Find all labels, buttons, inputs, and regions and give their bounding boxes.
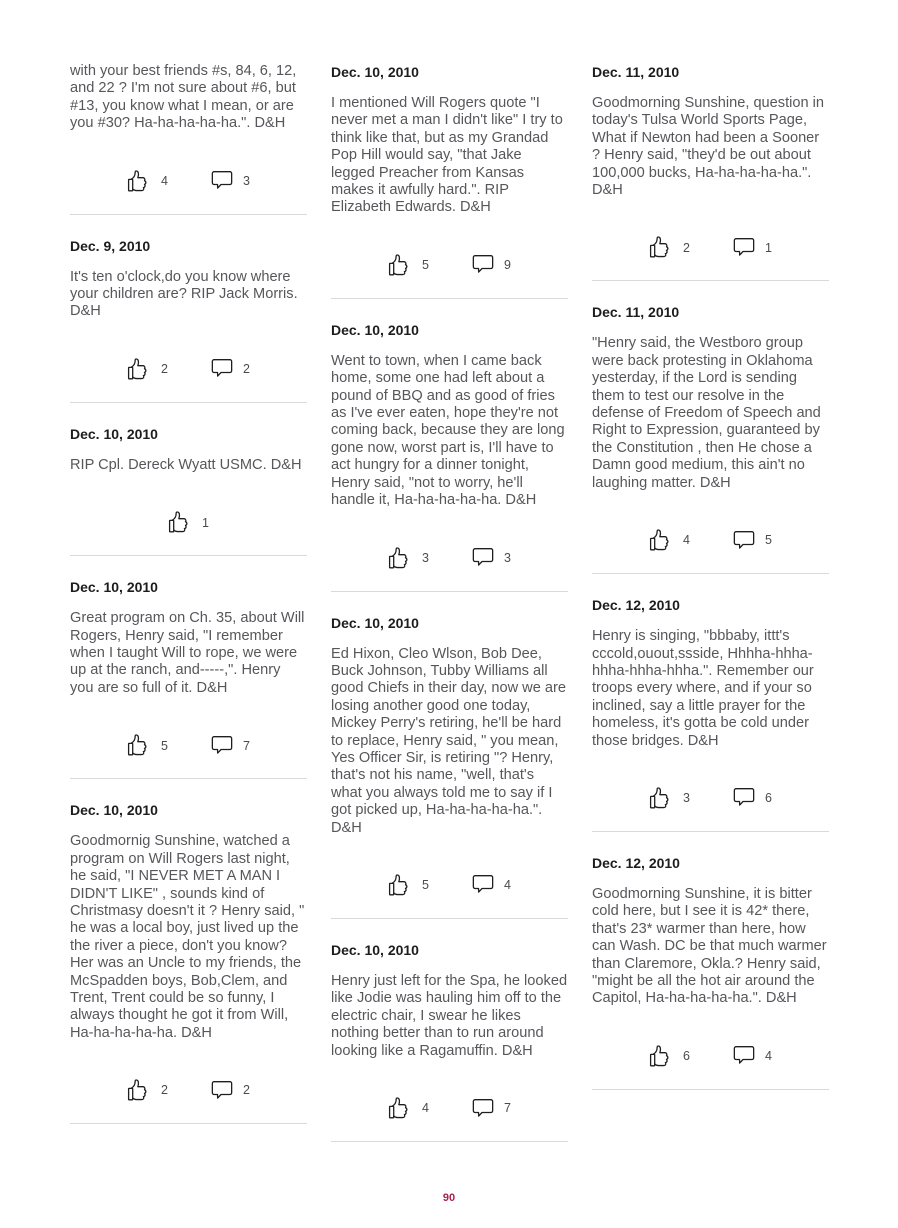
post-divider [70, 1123, 307, 1124]
post-reactions [70, 511, 307, 534]
like-count: 6 [683, 1049, 690, 1064]
post-body: RIP Cpl. Dereck Wyatt USMC. D&H [70, 456, 302, 473]
comment-count: 4 [504, 878, 511, 893]
post-reactions [331, 1097, 568, 1120]
like-count: 5 [422, 258, 429, 273]
comment-count-group [210, 170, 250, 192]
post-body: Henry just left for the Spa, he looked like Jodie was hauling him off to the electric chair, I swear he likes nothing better than to run around looking like a Ragamuffin. D&H [331, 972, 568, 1059]
post-body: Goodmorning Sunshine, it is bitter cold here, but I see it is 42* there, that's 23* warmer than here, how can Wash. DC be that much warmer than Claremore, Okla.? Henry said, "might be all the hot air around the Capitol, Ha-ha-ha-ha-ha.". D&H [592, 885, 827, 1007]
like-count-group [127, 734, 168, 757]
post-reactions [592, 1045, 829, 1068]
speech-bubble-icon [471, 254, 495, 276]
like-count: 2 [683, 240, 690, 255]
like-count: 4 [683, 533, 690, 548]
comment-count: 5 [765, 533, 772, 548]
post-divider [592, 280, 829, 281]
thumbs-up-icon [649, 1045, 674, 1068]
post-date: Dec. 10, 2010 [331, 321, 419, 338]
comment-count-group [732, 237, 772, 259]
like-count: 5 [422, 878, 429, 893]
comment-count: 2 [243, 362, 250, 377]
post [331, 63, 568, 299]
comment-count: 4 [765, 1049, 772, 1064]
like-count-group [649, 529, 690, 552]
post-reactions [331, 254, 568, 277]
post-body: Goodmorning Sunshine, question in today's Tulsa World Sports Page, What if Newton had been a Sooner ? Henry said, "they'd be out about 100,000 bucks, Ha-ha-ha-ha-ha.". D&H [592, 95, 825, 199]
post [70, 425, 307, 556]
like-count-group [649, 236, 690, 259]
speech-bubble-icon [210, 170, 234, 192]
post-body: "Henry said, the Westboro group were back protesting in Oklahoma yesterday, if the Lord is sending them to test our resolve in the defense of Freedom of Speech and Right to Expression, guaranteed by the Constitution , then He chose a Damn good medium, this ain't no laughing matter. D&H [592, 335, 821, 491]
post-reactions [70, 1079, 307, 1102]
like-count-group [127, 170, 168, 193]
like-count-group [388, 874, 429, 897]
speech-bubble-icon [471, 1098, 495, 1120]
post-reactions [592, 236, 829, 259]
post-reactions [70, 734, 307, 757]
post-date: Dec. 9, 2010 [70, 237, 151, 254]
speech-bubble-icon [210, 735, 234, 757]
thumbs-up-icon [388, 1097, 413, 1120]
post-divider [592, 573, 829, 574]
like-count-group [127, 358, 168, 381]
speech-bubble-icon [210, 358, 234, 380]
post-date: Dec. 12, 2010 [592, 597, 680, 614]
post-date: Dec. 10, 2010 [70, 425, 158, 442]
thumbs-up-icon [388, 547, 413, 570]
like-count-group [388, 547, 429, 570]
thumbs-up-icon [649, 787, 674, 810]
post [331, 321, 568, 592]
post-date: Dec. 11, 2010 [592, 64, 680, 80]
page-number: 90 [442, 1192, 456, 1204]
comment-count-group [210, 1080, 250, 1102]
speech-bubble-icon [471, 874, 495, 896]
post-divider [70, 214, 307, 215]
like-count: 4 [422, 1101, 429, 1116]
post-reactions [331, 874, 568, 897]
like-count: 4 [161, 173, 168, 188]
post-reactions [592, 787, 829, 810]
comment-count-group [210, 358, 250, 380]
post [592, 303, 829, 574]
post [592, 854, 829, 1090]
like-count-group [649, 787, 690, 810]
post-date: Dec. 12, 2010 [592, 854, 680, 871]
thumbs-up-icon [388, 254, 413, 277]
post-reactions [70, 170, 307, 193]
post [70, 63, 307, 215]
post-columns [70, 63, 829, 1164]
like-count-group [388, 254, 429, 277]
comment-count-group [471, 254, 511, 276]
post-reactions [592, 529, 829, 552]
post-divider [331, 298, 568, 299]
post-body: with your best friends #s, 84, 6, 12, and 22 ? I'm not sure about #6, but #13, you know what I mean, or are you #30? Ha-ha-ha-ha-ha.". D&H [70, 63, 297, 132]
thumbs-up-icon [388, 874, 413, 897]
comment-count-group [732, 530, 772, 552]
post-date: Dec. 10, 2010 [331, 614, 419, 631]
like-count: 1 [202, 515, 209, 530]
like-count-group [168, 511, 209, 534]
comment-count-group [471, 547, 511, 569]
thumbs-up-icon [127, 170, 152, 193]
post-body: Went to town, when I came back home, some one had left about a pound of BBQ and as good of fries as I've ever eaten, hope they're not coming back, because they are long gone now, worst part is, I'll have to act hungry for a dinner tonight, Henry said, "not to worry, he'll handle it, Ha-ha-ha-ha-ha. D&H [331, 352, 565, 509]
like-count: 2 [161, 1083, 168, 1098]
comment-count: 2 [243, 1083, 250, 1098]
speech-bubble-icon [732, 530, 756, 552]
post [70, 578, 307, 779]
thumbs-up-icon [168, 511, 193, 534]
like-count-group [127, 1079, 168, 1102]
comment-count-group [732, 1045, 772, 1067]
like-count-group [649, 1045, 690, 1068]
post-divider [70, 402, 307, 403]
speech-bubble-icon [471, 547, 495, 569]
comment-count: 9 [504, 258, 511, 273]
column-1 [70, 63, 307, 1164]
post-date: Dec. 10, 2010 [331, 64, 419, 80]
post-divider [331, 1141, 568, 1142]
comment-count-group [471, 874, 511, 896]
like-count: 5 [161, 738, 168, 753]
post-reactions [331, 547, 568, 570]
speech-bubble-icon [732, 237, 756, 259]
thumbs-up-icon [649, 529, 674, 552]
speech-bubble-icon [732, 787, 756, 809]
post-divider [331, 918, 568, 919]
column-2 [331, 63, 568, 1164]
post-divider [592, 1089, 829, 1090]
post [331, 941, 568, 1142]
thumbs-up-icon [127, 358, 152, 381]
post-divider [70, 778, 307, 779]
comment-count-group [732, 787, 772, 809]
column-3 [592, 63, 829, 1164]
post-date: Dec. 10, 2010 [70, 579, 158, 596]
comment-count-group [471, 1098, 511, 1120]
post-divider [331, 591, 568, 592]
post-reactions [70, 358, 307, 381]
comment-count: 1 [765, 240, 772, 255]
thumbs-up-icon [127, 734, 152, 757]
speech-bubble-icon [732, 1045, 756, 1067]
post-divider [592, 831, 829, 832]
post-date: Dec. 10, 2010 [331, 941, 419, 958]
comment-count: 3 [243, 173, 250, 188]
like-count: 3 [422, 550, 429, 565]
comment-count: 3 [504, 550, 511, 565]
thumbs-up-icon [649, 236, 674, 259]
like-count: 2 [161, 362, 168, 377]
thumbs-up-icon [127, 1079, 152, 1102]
comment-count-group [210, 735, 250, 757]
post-body: Goodmornig Sunshine, watched a program on Will Rogers last night, he said, "I NEVER MET A MAN I DIDN'T LIKE" , sounds kind of Christmasy doesn't it ? Henry said, " he was a local boy, just lived up the the river a piece, don't you know? Her was an Uncle to my friends, the McSpadden boys, Bob,Clem, and Trent, Trent could be so funny, I always thought he got it from Will, Ha-ha-ha-ha-ha. D&H [70, 833, 305, 1041]
speech-bubble-icon [210, 1080, 234, 1102]
like-count-group [388, 1097, 429, 1120]
comment-count: 6 [765, 791, 772, 806]
post [70, 237, 307, 403]
post-date: Dec. 11, 2010 [592, 304, 680, 321]
like-count: 3 [683, 791, 690, 806]
post [331, 614, 568, 919]
post [592, 63, 829, 281]
post-body: Ed Hixon, Cleo Wlson, Bob Dee, Buck Johnson, Tubby Williams all good Chiefs in their day, now we are losing another good one today, Mickey Perry's retiring, he'll be hard to replace, Henry said, " you mean, Yes Officer Sir, is retiring "? Henry, that's not his name, "well, that's what you always told me to say if I got picked up, Ha-ha-ha-ha-ha.". D&H [331, 645, 566, 836]
post [592, 596, 829, 832]
post-body: It's ten o'clock,do you know where your children are? RIP Jack Morris. D&H [70, 268, 298, 320]
post-body: Henry is singing, "bbbaby, ittt's cccold,ouout,ssside, Hhhha-hhha-hhha-hhha-hhha.". Remember our troops every where, and if your so inclined, say a little prayer for the homeless, it's gotta be cold under those bridges. D&H [592, 628, 814, 749]
post [70, 801, 307, 1124]
comment-count: 7 [504, 1101, 511, 1116]
post-body: I mentioned Will Rogers quote "I never met a man I didn't like" I try to think like that, but as my Grandad Pop Hill would say, "that Jake legged Preacher from Kansas makes it awfully hard.". RIP Elizabeth Edwards. D&H [331, 95, 563, 216]
post-date: Dec. 10, 2010 [70, 802, 158, 819]
post-body: Great program on Ch. 35, about Will Rogers, Henry said, "I remember when I taught Will to rope, we were up at the ranch, and-----,". Henry you are so full of it. D&H [70, 610, 305, 696]
comment-count: 7 [243, 738, 250, 753]
post-divider [70, 555, 307, 556]
